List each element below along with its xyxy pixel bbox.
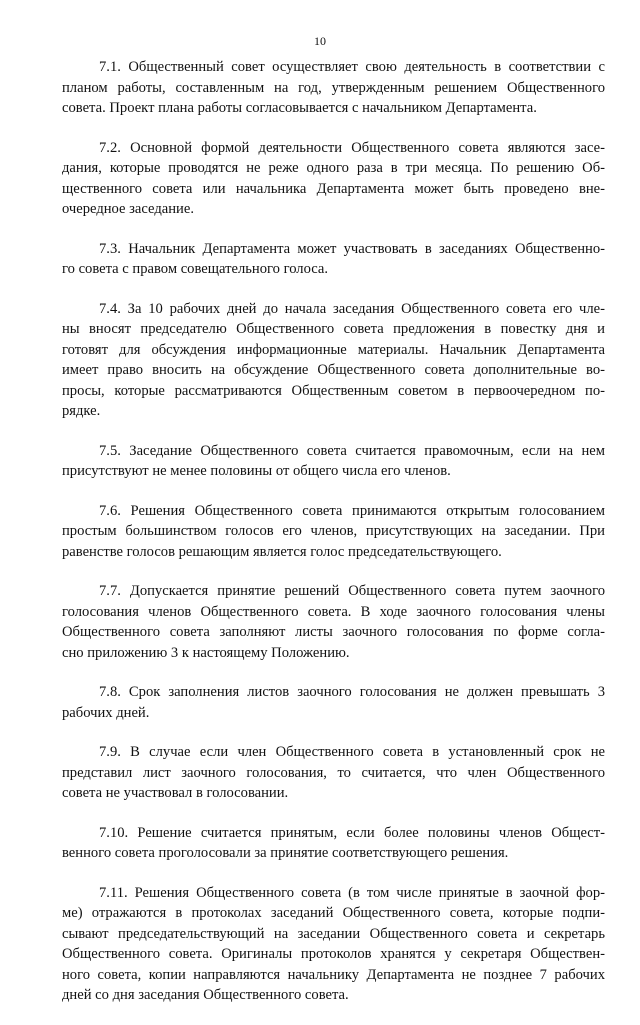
paragraph-line: 7.10. Решение считается принятым, если более половины членов Общест-	[99, 824, 605, 841]
paragraph-line: Общественного совета. Оригиналы протоколов хранятся у секретаря Обществен-	[62, 946, 605, 962]
paragraph-line: 7.5. Заседание Общественного совета считается правомочным, если на нем	[99, 442, 605, 459]
paragraph-line: 7.2. Основной формой деятельности Общественного совета являются засе-	[99, 139, 605, 156]
paragraph-7-2	[62, 138, 605, 220]
paragraph-line: сно приложению 3 к настоящему Положению.	[62, 644, 350, 661]
paragraph-line: 7.1. Общественный совет осуществляет свою деятельность в соответствии с	[99, 59, 605, 75]
paragraph-7-10	[62, 823, 605, 864]
paragraph-line: 7.3. Начальник Департамента может участвовать в заседаниях Общественно-	[99, 240, 605, 257]
paragraph-7-9	[62, 742, 605, 804]
paragraph-line: ны вносят председателю Общественного совета предложения в повестку дня и	[62, 321, 605, 337]
paragraph-line: имеет право вносить на обсуждение Общественного совета дополнительные во-	[62, 362, 605, 378]
paragraph-line: планом работы, составленным на год, утвержденным решением Общественного	[62, 79, 605, 96]
paragraph-line: венного совета проголосовали за принятие соответствующего решения.	[62, 845, 509, 861]
paragraph-7-4	[62, 299, 605, 422]
page-number: 10	[314, 34, 326, 48]
paragraph-line: очередное заседание.	[62, 201, 194, 217]
paragraph-7-1	[62, 57, 605, 119]
paragraph-line: представил лист заочного голосования, то считается, что член Общественного	[62, 764, 605, 781]
paragraph-line: 7.4. За 10 рабочих дней до начала заседания Общественного совета его чле-	[99, 300, 605, 317]
paragraph-line: присутствуют не менее половины от общего числа его членов.	[62, 463, 451, 479]
paragraph-line: просы, которые рассматриваются Общественным советом в первоочередном по-	[62, 382, 605, 399]
paragraph-line: щественного совета или начальника Департамента может быть проведено вне-	[62, 180, 605, 197]
paragraph-line: 7.9. В случае если член Общественного совета в установленный срок не	[99, 744, 605, 760]
paragraph-line: простым большинством голосов его членов, присутствующих на заседании. При	[62, 523, 605, 539]
paragraph-line: 7.11. Решения Общественного совета (в том числе принятые в заочной фор-	[99, 884, 605, 901]
paragraph-line: рабочих дней.	[62, 704, 150, 721]
paragraph-line: 7.6. Решения Общественного совета принимаются открытым голосованием	[99, 502, 605, 519]
paragraph-line: готовят для обсуждения информационные материалы. Начальник Департамента	[62, 341, 605, 358]
paragraph-7-11	[62, 883, 605, 1006]
paragraph-line: совета не участвовал в голосовании.	[62, 785, 289, 801]
paragraph-7-5	[62, 441, 605, 482]
paragraph-line: ного совета, копии направляются начальнику Департамента не позднее 7 рабочих	[62, 966, 605, 983]
paragraph-line: 7.8. Срок заполнения листов заочного голосования не должен превышать 3	[99, 684, 605, 700]
paragraph-line: ме) отражаются в протоколах заседаний Общественного совета, которые подпи-	[62, 905, 605, 921]
paragraph-7-7	[62, 581, 605, 663]
paragraph-line: 7.7. Допускается принятие решений Общественного совета путем заочного	[99, 583, 605, 599]
paragraph-7-3	[62, 239, 605, 280]
paragraph-line: голосования членов Общественного совета. В ходе заочного голосования члены	[62, 603, 605, 620]
paragraph-line: дней со дня заседания Общественного совета.	[62, 987, 349, 1003]
paragraph-7-8	[62, 682, 605, 723]
paragraph-7-6	[62, 501, 605, 563]
paragraph-line: го совета с правом совещательного голоса.	[62, 261, 329, 277]
document-body	[62, 57, 605, 1025]
paragraph-line: Общественного совета заполняют листы заочного голосования по форме согла-	[62, 624, 605, 640]
paragraph-line: рядке.	[62, 403, 101, 419]
paragraph-line: дания, которые проводятся не реже одного раза в три месяца. По решению Об-	[62, 160, 605, 176]
paragraph-line: сывают председательствующий на заседании Общественного совета и секретарь	[62, 925, 605, 942]
paragraph-line: совета. Проект плана работы согласовывается с начальником Департамента.	[62, 100, 537, 116]
paragraph-line: равенстве голосов решающим является голос председательствующего.	[62, 543, 502, 560]
